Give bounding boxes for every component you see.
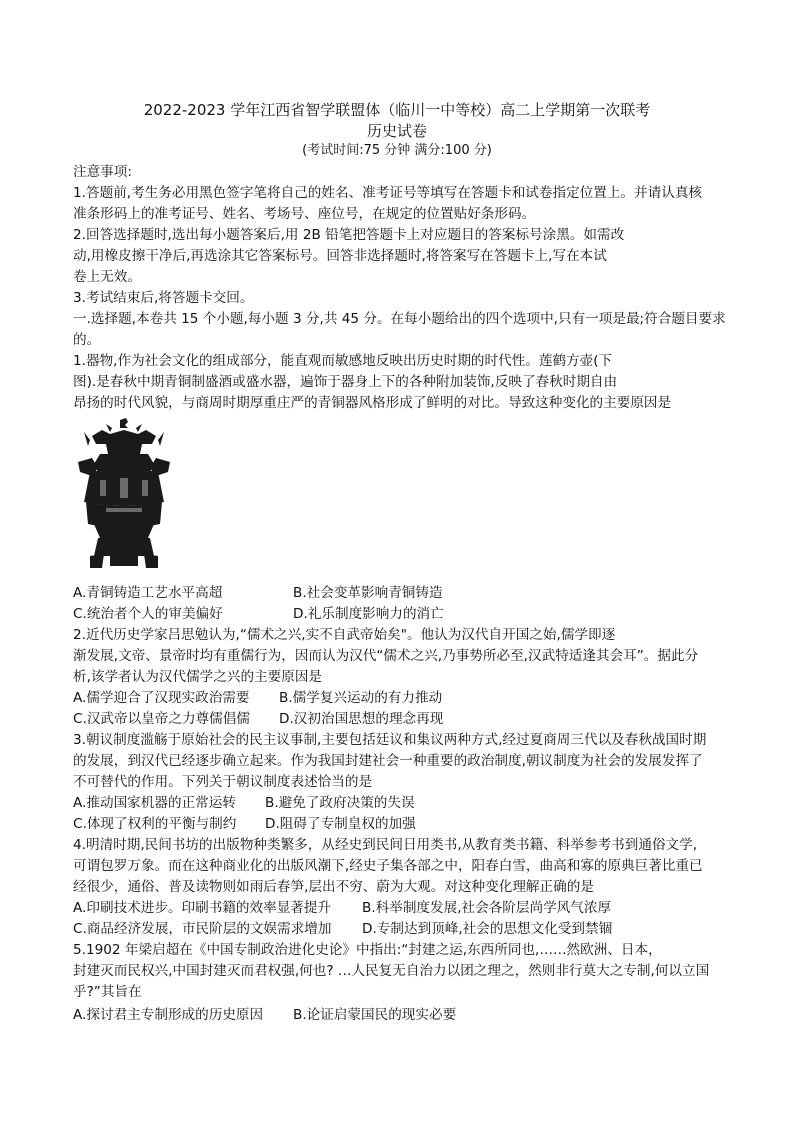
q1-option-b: B.社会变革影响青铜铸造 xyxy=(293,585,443,601)
q2-option-b: B.儒学复兴运动的有力推动 xyxy=(279,690,443,706)
exam-meta: (考试时间:75 分钟 满分:100 分) xyxy=(302,143,492,158)
q2-option-c: C.汉武帝以皇帝之力尊儒倡儒 xyxy=(73,711,250,727)
q5-option-a: A.探讨君主专制形成的历史原因 xyxy=(73,1007,264,1023)
notice-heading: 注意事项: xyxy=(73,164,132,180)
q5-stem: 5.1902 年梁启超在《中国专制政治进化史论》中指出:“封建之运,东西所同也,……然欧洲、日本， xyxy=(73,942,662,958)
q4-option-c: C.商品经济发展，市民阶层的文娱需求增加 xyxy=(73,921,332,937)
q3-option-d: D.阻碍了专制皇权的加强 xyxy=(265,816,416,832)
q4-stem: 经很少，通俗、普及读物则如雨后春笋,层出不穷、蔚为大观。对这种变化理解正确的是 xyxy=(73,879,594,895)
section-instructions: 的。 xyxy=(73,332,101,348)
notice-line: 3.考试结束后,将答题卡交回。 xyxy=(73,290,254,306)
q2-stem: 2.近代历史学家吕思勉认为,“儒术之兴,实不自武帝始矣"。他认为汉代自开国之始,儒学即逐 xyxy=(73,627,616,643)
q4-option-a: A.印刷技术进步。印刷书籍的效率显著提升 xyxy=(73,900,332,916)
notice-line: 卷上无效。 xyxy=(73,269,141,285)
q2-option-d: D.汉初治国思想的理念再现 xyxy=(279,711,444,727)
q1-option-a: A.青铜铸造工艺水平高超 xyxy=(73,585,223,601)
q3-option-a: A.推动国家机器的正常运转 xyxy=(73,795,236,811)
notice-line: 准条形码上的准考证号、姓名、考场号、座位号，在规定的位置贴好条形码。 xyxy=(73,206,536,222)
q5-stem: 乎?”其旨在 xyxy=(73,984,142,1000)
q1-stem: 图).是春秋中期青铜制盛酒或盛水器，遍饰于器身上下的各种附加装饰,反映了春秋时期自由 xyxy=(73,374,618,390)
q2-stem: 渐发展,文帝、景帝时均有重儒行为，因而认为汉代“儒术之兴,乃事势所必至,汉武特适逢其会耳”。据此分 xyxy=(73,648,699,664)
q5-stem: 封建灭而民权兴,中国封建灭而君权强,何也? …人民复无自治力以团之理之，然则非行莫大之专制,何以立国 xyxy=(73,963,710,979)
exam-subtitle: 历史试卷 xyxy=(366,122,427,140)
q3-option-c: C.体现了权利的平衡与制约 xyxy=(73,816,237,832)
q3-option-b: B.避免了政府决策的失误 xyxy=(265,795,415,811)
lotus-crane-square-pot-image xyxy=(76,418,172,570)
q3-stem: 的发展，到汉代已经逐步确立起来。作为我国封建社会一种重要的政治制度,朝议制度为社会的发展发挥了 xyxy=(73,753,703,769)
q4-stem: 4.明清时期,民间书坊的出版物种类繁多，从经史到民间日用类书,从教育类书籍、科举参考书到通俗文学, xyxy=(73,837,698,853)
q4-stem: 可谓包罗万象。而在这种商业化的出版风潮下,经史子集各部之中，阳春白雪，曲高和寡的原典巨著比重已 xyxy=(73,858,703,874)
exam-title: 2022-2023 学年江西省智学联盟体（临川一中等校）高二上学期第一次联考 xyxy=(143,101,651,119)
q3-stem: 3.朝议制度滥觞于原始社会的民主议事制,主要包括廷议和集议两种方式,经过夏商周三代以及春秋战国时期 xyxy=(73,732,707,748)
section-instructions: 一.选择题,本卷共 15 个小题,每小题 3 分,共 45 分。在每小题给出的四个选项中,只有一项是最;符合题目要求 xyxy=(73,311,726,327)
q1-stem: 1.器物,作为社会文化的组成部分，能直观而敏感地反映出历史时期的时代性。莲鹤方壶(下 xyxy=(73,353,613,369)
q5-option-b: B.论证启蒙国民的现实必要 xyxy=(293,1007,457,1023)
q2-stem: 析,该学者认为汉代儒学之兴的主要原因是 xyxy=(73,669,323,685)
q1-stem: 昂扬的时代风貌，与商周时期厚重庄严的青铜器风格形成了鲜明的对比。导致这种变化的主要原因是 xyxy=(73,395,672,411)
notice-line: 动,用橡皮擦干净后,再选涂其它答案标号。回答非选择题时,将答案写在答题卡上,写在本试 xyxy=(73,248,607,264)
q4-option-b: B.科举制度发展,社会各阶层尚学风气浓厚 xyxy=(362,900,612,916)
q4-option-d: D.专制达到顶峰,社会的思想文化受到禁锢 xyxy=(362,921,613,937)
q1-option-d: D.礼乐制度影响力的消亡 xyxy=(293,606,444,622)
q3-stem: 不可替代的作用。下列关于朝议制度表述恰当的是 xyxy=(73,774,373,790)
notice-line: 2.回答选择题时,选出每小题答案后,用 2B 铅笔把答题卡上对应题目的答案标号涂黑。如需改 xyxy=(73,227,625,243)
notice-line: 1.答题前,考生务必用黑色签字笔将自己的姓名、准考证号等填写在答题卡和试卷指定位置上。并请认真核 xyxy=(73,185,703,201)
q2-option-a: A.儒学迎合了汉现实政治需要 xyxy=(73,690,250,706)
q1-option-c: C.统治者个人的审美偏好 xyxy=(73,606,223,622)
